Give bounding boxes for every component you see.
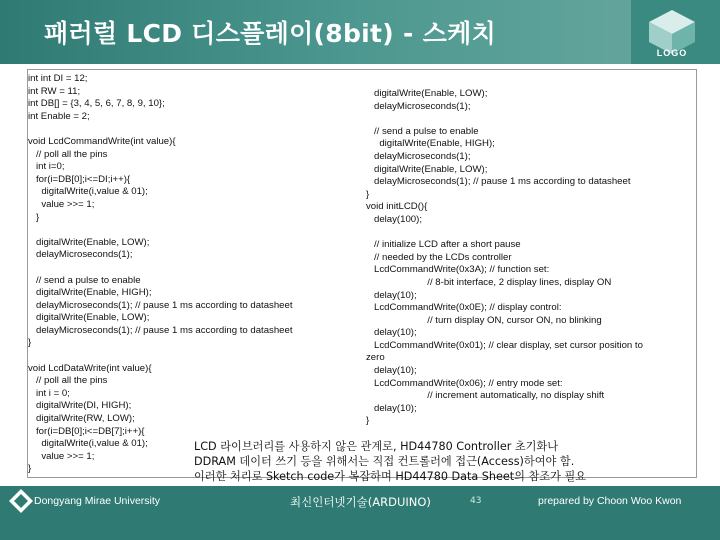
code-line: delayMicroseconds(1); // pause 1 ms according to datasheet [28, 324, 293, 336]
code-line: LcdCommandWrite(0x0E); // display control: [366, 302, 562, 314]
code-line: } [366, 415, 370, 427]
code-line [366, 227, 643, 240]
code-line: } [28, 211, 40, 223]
code-line [28, 224, 293, 237]
code-line: int i=0; [28, 161, 65, 173]
code-line: LcdCommandWrite(0x01); // clear display, set cursor position to [366, 339, 643, 351]
code-line: delayMicroseconds(1); [366, 150, 471, 162]
code-line: LcdCommandWrite(0x3A); // function set: [366, 264, 550, 276]
code-line: // poll all the pins [28, 375, 108, 387]
footer-course: 최신인터넷기술(ARDUINO) [290, 495, 431, 509]
code-line: // needed by the LCDs controller [366, 251, 512, 263]
code-line: value >>= 1; [28, 198, 95, 210]
code-line: void LcdCommandWrite(int value){ [28, 135, 176, 147]
code-line: // send a pulse to enable [366, 125, 479, 137]
code-line: delay(100); [366, 213, 422, 225]
code-right-column [366, 88, 643, 428]
code-line: } [366, 188, 370, 200]
code-line: value >>= 1; [28, 450, 95, 462]
slide-header [0, 0, 720, 64]
code-line: delayMicroseconds(1); // pause 1 ms according to datasheet [366, 176, 631, 188]
code-line: digitalWrite(RW, LOW); [28, 413, 135, 425]
code-line [28, 123, 293, 136]
code-line: // turn display ON, cursor ON, no blinking [366, 314, 602, 326]
code-line: digitalWrite(Enable, LOW); [28, 312, 150, 324]
diamond-icon [8, 488, 34, 514]
note-line-2: DDRAM 데이터 쓰기 등을 위해서는 직접 컨트롤러에 접근(Access)하여야 함. [194, 455, 575, 468]
logo-text: LOGO [656, 48, 688, 58]
code-line: int Enable = 2; [28, 110, 90, 122]
footer-university: Dongyang Mirae University [34, 495, 161, 507]
code-line: // poll all the pins [28, 148, 108, 160]
code-line: delayMicroseconds(1); [28, 249, 133, 261]
code-line: digitalWrite(Enable, LOW); [366, 88, 488, 99]
code-line: delayMicroseconds(1); // pause 1 ms according to datasheet [28, 299, 293, 311]
code-line: digitalWrite(Enable, LOW); [28, 236, 150, 248]
code-line [366, 113, 643, 126]
code-line: } [28, 463, 32, 475]
code-line: int int DI = 12; [28, 73, 88, 84]
code-line: delay(10); [366, 365, 417, 377]
code-line: for(i=DB[0];i<=DI;i++){ [28, 173, 131, 185]
code-line: void initLCD(){ [366, 201, 428, 213]
code-line: digitalWrite(i,value & 01); [28, 438, 148, 450]
code-line: zero [366, 352, 385, 364]
footer-author: prepared by Choon Woo Kwon [538, 495, 682, 507]
code-line [28, 262, 293, 275]
code-line: // increment automatically, no display shift [366, 390, 605, 402]
code-line: } [28, 337, 32, 349]
code-line: digitalWrite(Enable, HIGH); [28, 287, 152, 299]
code-line: delay(10); [366, 327, 417, 339]
code-line: for(i=DB[0];i<=DB[7];i++){ [28, 425, 145, 437]
code-line: // 8-bit interface, 2 display lines, display ON [366, 276, 612, 288]
code-line: // initialize LCD after a short pause [366, 239, 521, 251]
code-line: int RW = 11; [28, 85, 81, 97]
code-panel [27, 69, 697, 478]
code-left-column [28, 73, 293, 476]
code-line: digitalWrite(Enable, LOW); [366, 163, 488, 175]
code-line: digitalWrite(i,value & 01); [28, 186, 148, 198]
code-line [28, 350, 293, 363]
code-line: delay(10); [366, 402, 417, 414]
explanation-note [186, 438, 616, 483]
page-number: 43 [470, 496, 482, 506]
slide-title: 패러럴 LCD 디스플레이(8bit) - 스케치 [44, 19, 497, 48]
slide-footer [0, 486, 720, 540]
note-line-1: LCD 라이브러리를 사용하지 않은 관계로, HD44780 Controller 초기화나 [194, 440, 559, 453]
code-line: delay(10); [366, 289, 417, 301]
code-line: digitalWrite(DI, HIGH); [28, 400, 132, 412]
code-line: int i = 0; [28, 387, 70, 399]
code-line: void LcdDataWrite(int value){ [28, 362, 152, 374]
code-line: LcdCommandWrite(0x06); // entry mode set: [366, 377, 563, 389]
code-line: delayMicroseconds(1); [366, 100, 471, 112]
code-line: // send a pulse to enable [28, 274, 141, 286]
logo [631, 0, 720, 64]
code-line: int DB[] = {3, 4, 5, 6, 7, 8, 9, 10}; [28, 98, 165, 110]
code-line: digitalWrite(Enable, HIGH); [366, 138, 495, 150]
note-line-3: 이러한 처리로 Sketch code가 복잡하며 HD44780 Data Sheet의 참조가 필요 [194, 470, 587, 483]
